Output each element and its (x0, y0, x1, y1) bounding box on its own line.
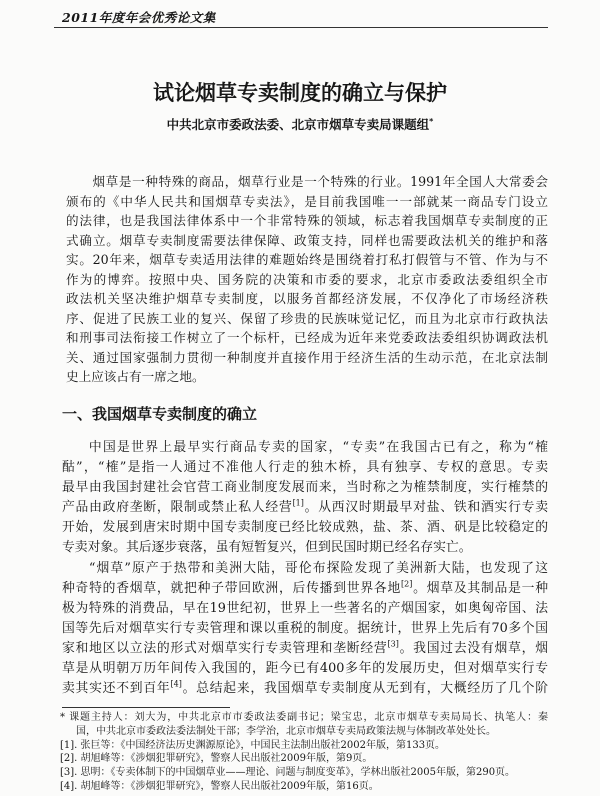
abstract-line: 实。20年来，烟草专卖适用法律的难题始终是围绕着打私打假管与不管、作为与不 (66, 252, 548, 267)
citation-marker: [2] (401, 579, 413, 589)
body-line: 专卖对象。其后逐步衰落，虽有短暂复兴，但到民国时期已经名存实亡。 (62, 540, 472, 556)
body-line: 中国是世界上最早实行商品专卖的国家，“专卖”在我国古已有之，称为“榷 (88, 440, 548, 455)
footnote-line: 国，中共北京市委政法委法制处干部；李学治，北京市烟草专卖局政策法规与体制改革处处长。 (76, 725, 496, 737)
footnotes (60, 711, 548, 794)
body-line: 草是从明朝万历年间传入我国的，距今已有400多年的发展历史，但对烟草实行专 (62, 661, 548, 677)
body-line: 国等先后对烟草实行专卖管理和课以重税的制度。据统计，世界上先后有70多个国 (62, 620, 548, 636)
abstract-line: 关、通过国家强制力贯彻一种制度并直接作用于经济生活的生动示范，在北京法制 (66, 349, 548, 365)
body-text (62, 438, 548, 699)
running-header: 2011年度年会优秀论文集 (62, 10, 216, 25)
body-line: 酤”，“榷”是指一人通过不准他人行走的独木桥，具有独享、专权的意思。专卖 (62, 460, 548, 476)
footnote (60, 766, 548, 780)
footnote-line: [3]. 思明：《专卖体制下的中国烟草业——理论、问题与制度变革》，学林出版社2005年版，第290页。 (60, 767, 516, 779)
abstract-line: 的法律，也是我国法律体系中一个非常特殊的领域，标志着我国烟草专卖制度的正 (66, 213, 548, 228)
abstract-line: 颁布的《中华人民共和国烟草专卖法》，是目前我国唯一一部就某一商品专门设立 (66, 193, 548, 209)
body-line: 家和地区以立法的形式对烟草实行专卖管理和垄断经营[3]。我国过去没有烟草，烟 (62, 639, 549, 656)
body-line: 种奇特的香烟草，就把种子带回欧洲，后传播到世界各地[2]。烟草及其制品是一种 (62, 579, 549, 596)
abstract-line: 政法机关坚决维护烟草专卖制度，以服务首都经济发展，不仅净化了市场经济秩 (66, 291, 548, 306)
footnote-line: [4]. 胡旭峰等：《涉烟犯罪研究》，警察人民出版社2009年版，第16页。 (60, 780, 379, 792)
body-line: 卖其实还不到百年[4]。总结起来，我国烟草专卖制度从无到有，大概经历了几个阶 (62, 679, 549, 697)
abstract-line: 式确立。烟草专卖制度需要法律保障、政策支持，同样也需要政法机关的维护和落 (66, 232, 548, 248)
author-name: 中共北京市委政法委、北京市烟草专卖局课题组 (166, 117, 430, 132)
paper-title: 试论烟草专卖制度的确立与保护 (153, 81, 447, 105)
footnote (60, 711, 548, 739)
footnote-rule (62, 707, 230, 708)
footnote-line: * 课题主持人：刘大为，中共北京市市委政法委副书记；梁宝忠，北京市烟草专卖局局长、执笔人：秦 (60, 712, 548, 723)
body-paragraph (62, 438, 548, 559)
author-footnote-mark: * (429, 116, 434, 126)
author-line (0, 117, 600, 133)
abstract-line: 序、促进了民族工业的复兴、保留了珍贵的民族味觉记忆，而且为北京市行政执法 (66, 310, 548, 326)
abstract-line: 和刑事司法衔接工作树立了一个标杆，已经成为近年来党委政法委组织协调政法机 (66, 330, 548, 345)
body-line: 极为特殊的消费品，早在19世纪初，世界上一些著名的产烟国家，如奥匈帝国、法 (62, 600, 548, 616)
section-heading: 一、我国烟草专卖制度的确立 (62, 405, 258, 423)
footnote-line: [2]. 胡旭峰等：《涉烟犯罪研究》，警察人民出版社2009年版，第9页。 (60, 753, 373, 765)
footnote (60, 752, 548, 766)
footnote (60, 739, 548, 753)
footnote-line: [1]. 张巨等：《中国经济法历史渊源原论》，中国民主法制出版社2002年版，第133页。 (60, 739, 446, 751)
abstract-line: 烟草是一种特殊的商品，烟草行业是一个特殊的行业。1991年全国人大常委会 (92, 174, 548, 189)
body-line: 开始，发展到唐宋时期中国专卖制度已经比较成熟，盐、茶、酒、矾是比较稳定的 (62, 520, 548, 536)
citation-marker: [4] (170, 679, 182, 689)
abstract (66, 172, 548, 387)
abstract-line: 史上应该占有一席之地。 (66, 369, 205, 384)
body-line: 产品由政府垄断，限制或禁止私人经营[1]。从西汉时期最早对盐、铁和酒实行专卖 (62, 499, 549, 516)
footnote (60, 780, 548, 794)
body-line: 最早由我国封建社会官营工商业制度发展而来，当时称之为榷禁制度，实行榷禁的 (62, 480, 548, 496)
body-paragraph (62, 559, 548, 700)
citation-marker: [1] (292, 499, 304, 509)
abstract-line: 作为的博弈。按照中央、国务院的决策和市委的要求，北京市委政法委组织全市 (66, 271, 548, 287)
citation-marker: [3] (387, 639, 399, 649)
header-rule (54, 27, 548, 28)
body-line: “烟草”原产于热带和美洲大陆，哥伦布探险发现了美洲新大陆，也发现了这 (88, 560, 548, 576)
